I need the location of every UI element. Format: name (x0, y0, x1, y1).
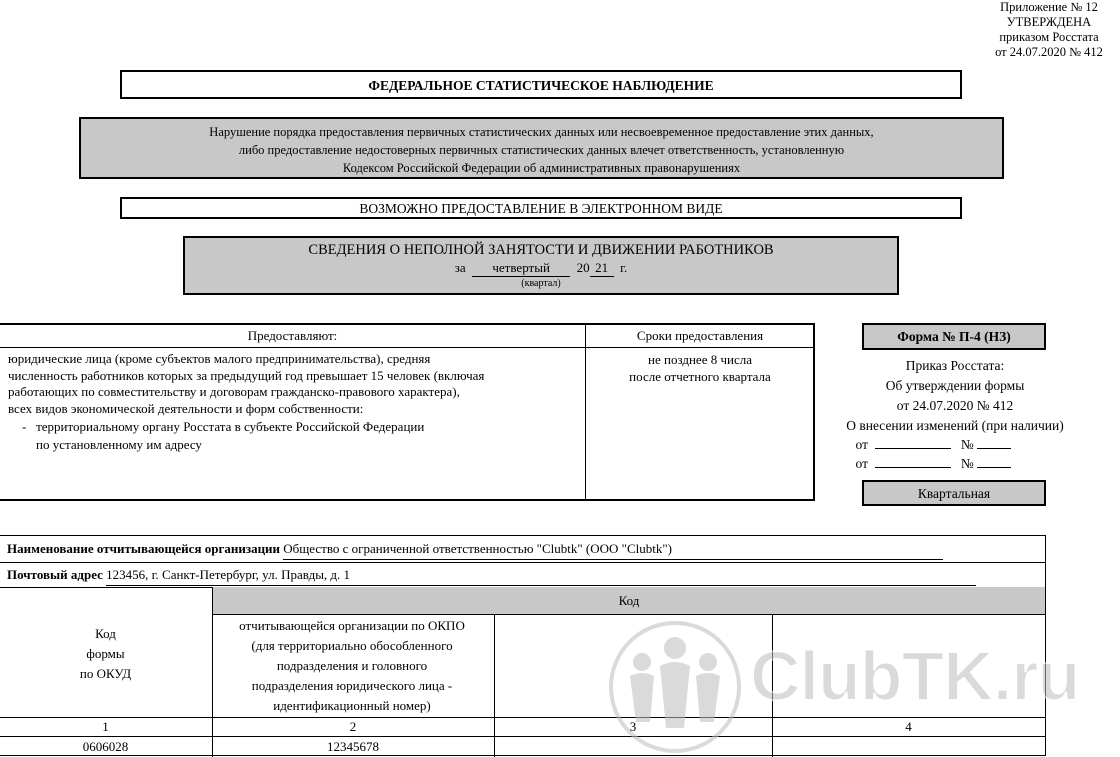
column-number: 3 (629, 719, 637, 734)
change-row (840, 434, 1080, 453)
deadline-line: не позднее 8 числа (648, 352, 752, 367)
okpo-header (217, 616, 487, 716)
warning-box (79, 117, 1004, 179)
appendix-date: от 24.07.2020 № 412 (995, 45, 1103, 59)
recipient-text: территориальному органу Росстата в субъекте Российской Федерации (36, 419, 425, 434)
appendix-order: приказом Росстата (999, 30, 1099, 44)
watermark (600, 618, 1120, 756)
providers-table (0, 323, 815, 501)
okpo-header-line: подразделения и головного (276, 658, 428, 673)
column-number: 1 (102, 719, 109, 734)
year-unit: г. (620, 260, 628, 275)
okud-header (0, 624, 212, 684)
providers-description (8, 351, 568, 417)
appendix-number: Приложение № 12 (1000, 0, 1098, 14)
year-field[interactable]: 21 (590, 260, 614, 277)
periodicity-badge: Квартальная (862, 480, 1046, 506)
no-label: № (960, 437, 974, 452)
column-divider (585, 347, 586, 499)
recipient-text: по установленному им адресу (36, 437, 202, 452)
change-date-field[interactable] (875, 453, 951, 468)
providers-header: Предоставляют: (0, 325, 586, 348)
okud-header-line: Код (95, 626, 116, 641)
changes-label: О внесении изменений (при наличии) (846, 418, 1064, 433)
okud-header-line: формы (86, 646, 125, 661)
providers-line: работающих по совместительству и договорам гражданско-правового характера), (8, 384, 460, 399)
deadline-header: Сроки предоставления (585, 325, 815, 348)
watermark-text: ClubTK.ru (750, 637, 1080, 715)
column-number: 4 (905, 719, 912, 734)
code-header: Код (212, 587, 1045, 615)
electronic-notice: ВОЗМОЖНО ПРЕДОСТАВЛЕНИЕ В ЭЛЕКТРОННОМ ВИДЕ (120, 197, 962, 219)
okpo-header-line: подразделения юридического лица - (251, 678, 453, 693)
change-number-field[interactable] (977, 434, 1011, 449)
okpo-header-line: отчитывающейся организации по ОКПО (239, 618, 465, 633)
okpo-header-line: (для территориально обособленного (251, 638, 453, 653)
recipient-line (22, 418, 562, 436)
people-logo-icon (600, 618, 750, 756)
report-title: СВЕДЕНИЯ О НЕПОЛНОЙ ЗАНЯТОСТИ И ДВИЖЕНИИ РАБОТНИКОВ (308, 242, 774, 258)
quarter-field[interactable]: четвертый (472, 260, 570, 277)
change-number-field[interactable] (977, 453, 1011, 468)
period-for-label: за (454, 260, 466, 275)
okpo-header-line: идентификационный номер) (273, 698, 431, 713)
providers-line: всех видов экономической деятельности и форм собственности: (8, 400, 364, 416)
form-number: Форма № П-4 (НЗ) (862, 323, 1046, 350)
providers-recipient (22, 418, 562, 454)
org-address-field[interactable]: 123456, г. Санкт-Петербург, ул. Правды, д. 1 (106, 565, 976, 586)
report-period (185, 260, 897, 277)
appendix-approved: УТВЕРЖДЕНА (1006, 15, 1092, 29)
org-name-label: Наименование отчитывающейся организации (7, 541, 281, 556)
order-line: Об утверждении формы (885, 378, 1025, 393)
okpo-code-cell[interactable]: 12345678 (327, 739, 379, 754)
appendix-block (984, 0, 1114, 60)
change-date-field[interactable] (875, 434, 951, 449)
row-divider (0, 562, 1045, 563)
from-label: от (855, 456, 868, 471)
warning-line: Нарушение порядка предоставления первичных статистических данных или несвоевременное предоставление этих данных, (209, 125, 874, 139)
okud-header-line: по ОКУД (79, 666, 132, 681)
org-address-row (7, 565, 976, 585)
federal-title: ФЕДЕРАЛЬНОЕ СТАТИСТИЧЕСКОЕ НАБЛЮДЕНИЕ (120, 70, 962, 99)
from-label: от (855, 437, 868, 452)
org-name-field[interactable]: Общество с ограниченной ответственностью "Clubtk" (ООО "Clubtk") (283, 539, 943, 560)
order-line: от 24.07.2020 № 412 (896, 398, 1014, 413)
bullet: - (22, 419, 27, 434)
okud-code-cell[interactable]: 0606028 (82, 739, 129, 754)
change-row (840, 453, 1080, 472)
deadline-line: после отчетного квартала (629, 368, 771, 384)
year-prefix: 20 (576, 260, 590, 275)
warning-line: либо предоставление недостоверных первичных статистических данных влечет ответственность, установленную (238, 143, 845, 157)
providers-line: численность работников которых за предыдущий год превышает 15 человек (включая (8, 367, 485, 383)
org-name-row (7, 539, 943, 559)
warning-line: Кодексом Российской Федерации об административных правонарушениях (342, 161, 741, 175)
providers-line: юридические лица (кроме субъектов малого предпринимательства), средняя (8, 351, 431, 366)
no-label: № (960, 456, 974, 471)
column-number: 2 (349, 719, 357, 734)
report-title-box (183, 236, 899, 295)
deadline-text (590, 352, 810, 385)
form-order-info (830, 356, 1080, 436)
org-address-label: Почтовый адрес (7, 567, 103, 582)
order-line: Приказ Росстата: (905, 358, 1005, 373)
quarter-hint: (квартал) (521, 278, 561, 289)
